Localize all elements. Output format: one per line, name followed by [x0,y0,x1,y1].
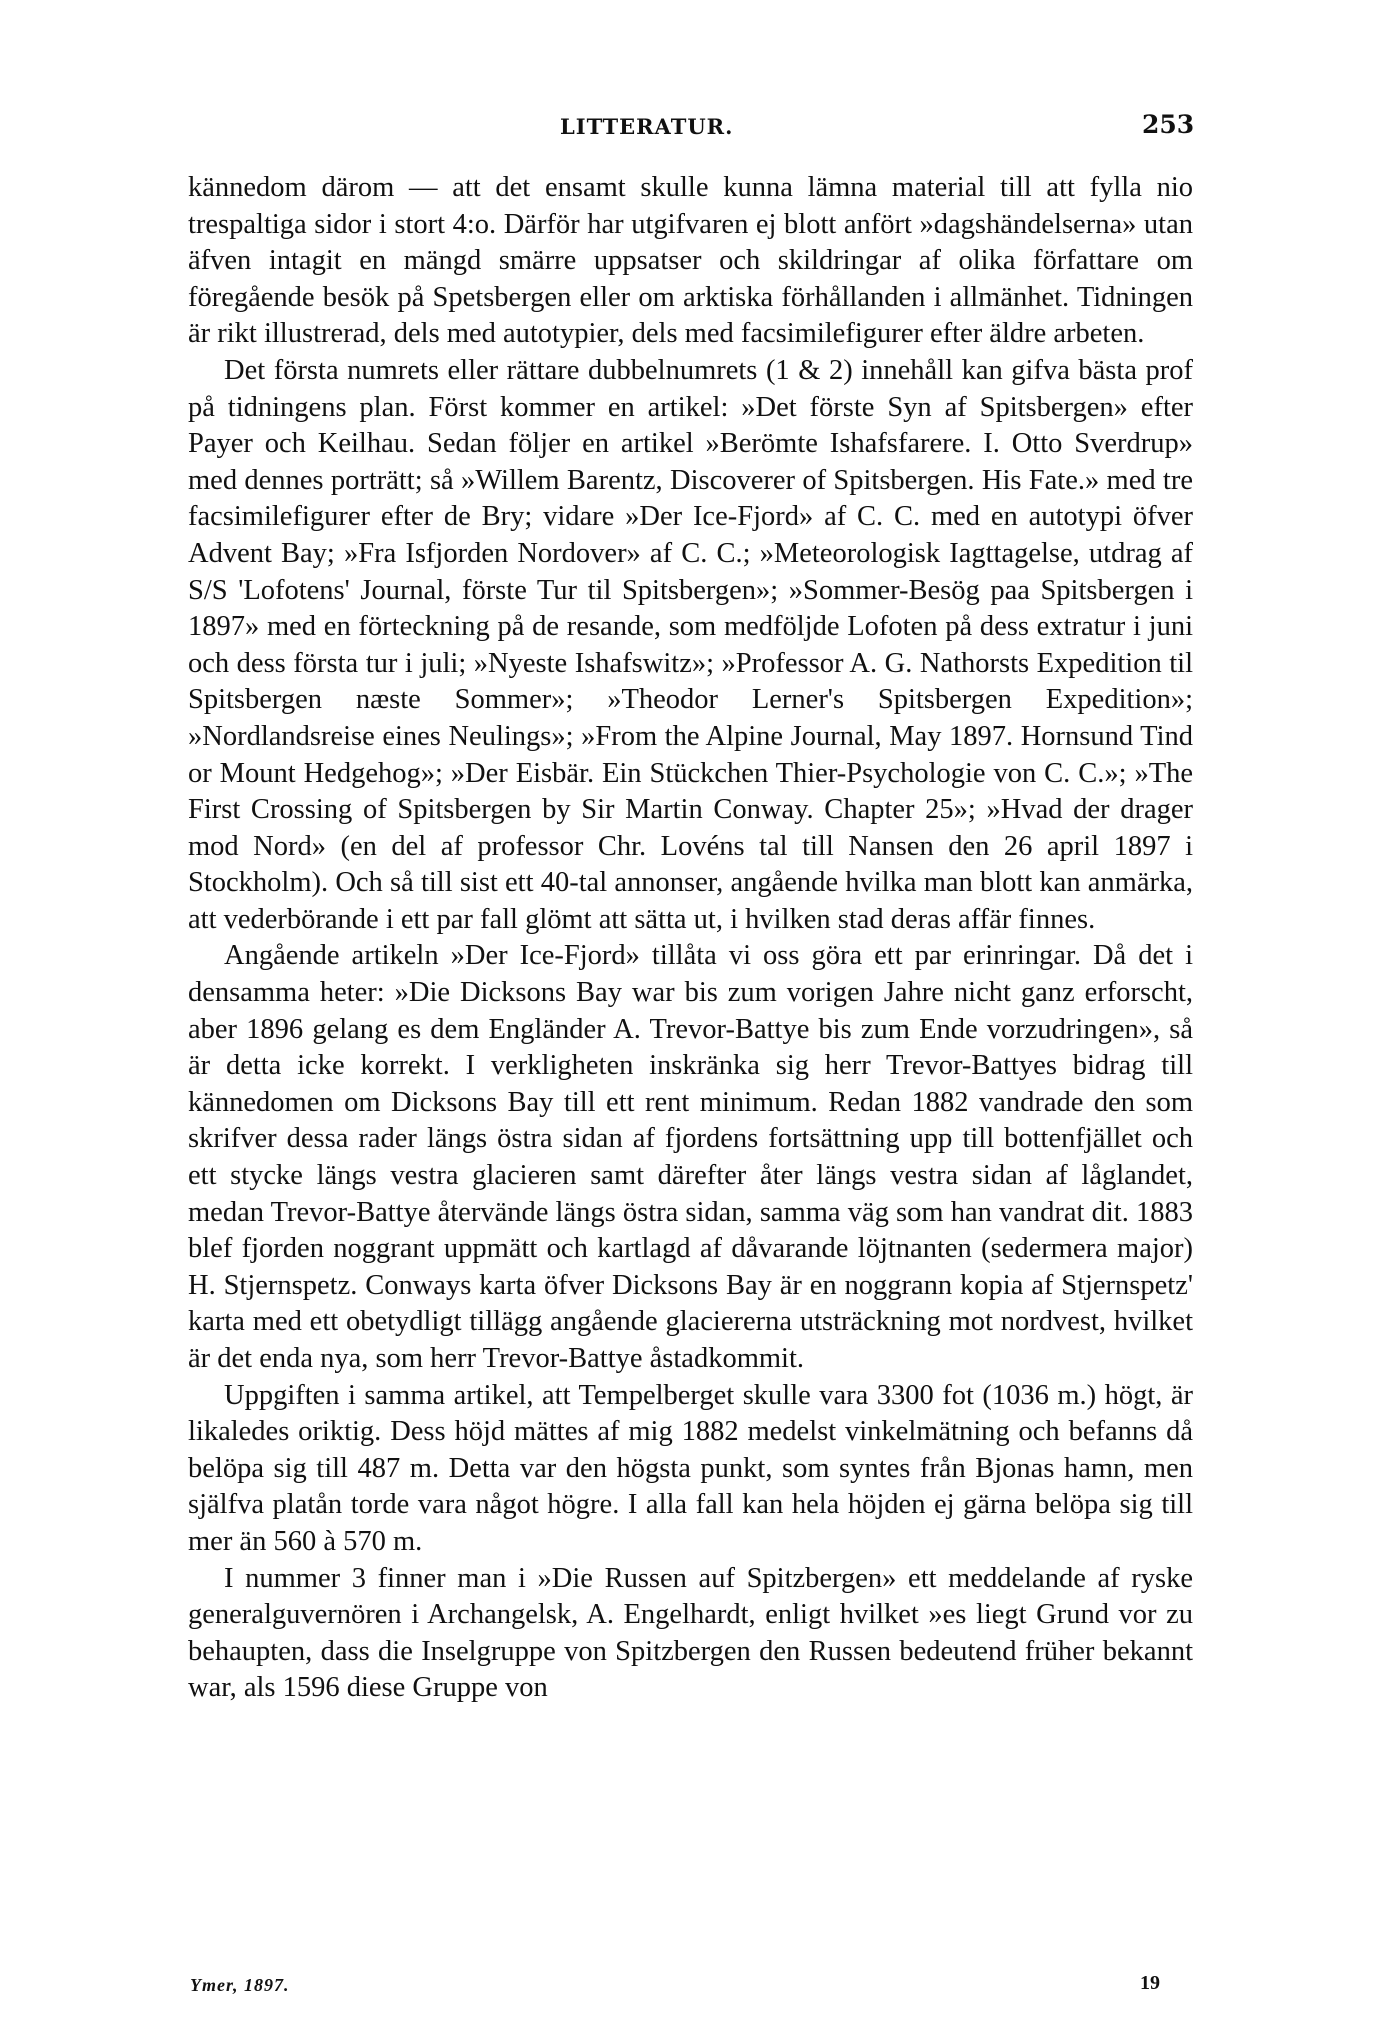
footer-journal-name: Ymer, 1897. [190,1975,290,1995]
body-text [188,170,1193,1707]
paragraph-5: I nummer 3 finner man i »Die Russen auf Spitzbergen» ett meddelande af ryske generalguvernören i Archangelsk, A. Engelhardt, enligt hvilket »es liegt Grund vor zu behaupten, dass die Inselgruppe von Spitzbergen den Russen bedeutend früher bekannt war, als 1596 diese Gruppe von [188,1562,1193,1704]
paragraph-1: kännedom därom — att det ensamt skulle kunna lämna material till att fylla nio trespaltiga sidor i stort 4:o. Därför har utgifvaren ej blott anfört »dagshändelserna» utan äfven intagit en mängd smärre uppsatser och skildringar af olika författare om föregående besök på Spetsbergen eller om arktiska förhållanden i allmänhet. Tidningen är rikt illustrerad, dels med autotypier, dels med facsimilefigurer efter äldre arbeten. [188,172,1193,350]
paragraph-4: Uppgiften i samma artikel, att Tempelberget skulle vara 3300 fot (1036 m.) högt, är likaledes oriktig. Dess höjd mättes af mig 1882 medelst vinkelmätning och befanns då belöpa sig till 487 m. Detta var den högsta punkt, som syntes från Bjonas hamn, men själfva platån torde vara något högre. I alla fall kan hela höjden ej gärna belöpa sig till mer än 560 à 570 m. [188,1379,1193,1557]
page-number: 253 [1142,110,1195,139]
paragraph-2: Det första numrets eller rättare dubbelnumrets (1 & 2) innehåll kan gifva bästa prof på tidningens plan. Först kommer en artikel: »Det förste Syn af Spitsbergen» efter Payer och Keilhau. Sedan följer en artikel »Berömte Ishafsfarere. I. Otto Sverdrup» med dennes porträtt; så »Willem Barentz, Discoverer of Spitsbergen. His Fate.» med tre facsimilefigurer efter de Bry; vidare »Der Ice-Fjord» af C. C. med en autotypi öfver Advent Bay; »Fra Isfjorden Nordover» af C. C.; »Meteorologisk Iagttagelse, utdrag af S/S 'Lofotens' Journal, förste Tur til Spitsbergen»; »Sommer-Besög paa Spitsbergen i 1897» med en förteckning på de resande, som medföljde Lofoten på dess extratur i juni och dess första tur i juli; »Nyeste Ishafswitz»; »Professor A. G. Nathorsts Expedition til Spitsbergen næste Sommer»; »Theodor Lerner's Spitsbergen Expedition»; »Nordlandsreise eines Neulings»; »From the Alpine Journal, May 1897. Hornsund Tind or Mount Hedgehog»; »Der Eisbär. Ein Stückchen Thier-Psychologie von C. C.»; »The First Crossing of Spitsbergen by Sir Martin Conway. Chapter 25»; »Hvad der drager mod Nord» (en del af professor Chr. Lovéns tal till Nansen den 26 april 1897 i Stockholm). Och så till sist ett 40-tal annonser, angående hvilka man blott kan anmärka, att vederbörande i ett par fall glömt att sätta ut, i hvilken stad deras affär finnes. [188,354,1193,935]
running-title: LITTERATUR. [560,114,734,139]
paragraph-3: Angående artikeln »Der Ice-Fjord» tillåta vi oss göra ett par erinringar. Då det i densamma heter: »Die Dicksons Bay war bis zum vorigen Jahre nicht ganz erforscht, aber 1896 gelang es dem Engländer A. Trevor-Battye bis zum Ende vorzudringen», så är detta icke korrekt. I verkligheten inskränka sig herr Trevor-Battyes bidrag till kännedomen om Dicksons Bay till ett rent minimum. Redan 1882 vandrade den som skrifver dessa rader längs östra sidan af fjordens fortsättning upp till bottenfjället och ett stycke längs vestra glacieren samt därefter åter längs vestra sidan af låglandet, medan Trevor-Battye återvände längs östra sidan, samma väg som han vandrat dit. 1883 blef fjorden noggrant uppmätt och kartlagd af dåvarande löjtnanten (sedermera major) H. Stjernspetz. Conways karta öfver Dicksons Bay är en noggrann kopia af Stjernspetz' karta med ett obetydligt tillägg angående glaciererna utsträckning mot nordvest, hvilket är det enda nya, som herr Trevor-Battye åstadkommit. [188,940,1193,1374]
footer-signature-mark: 19 [1140,1972,1160,1994]
